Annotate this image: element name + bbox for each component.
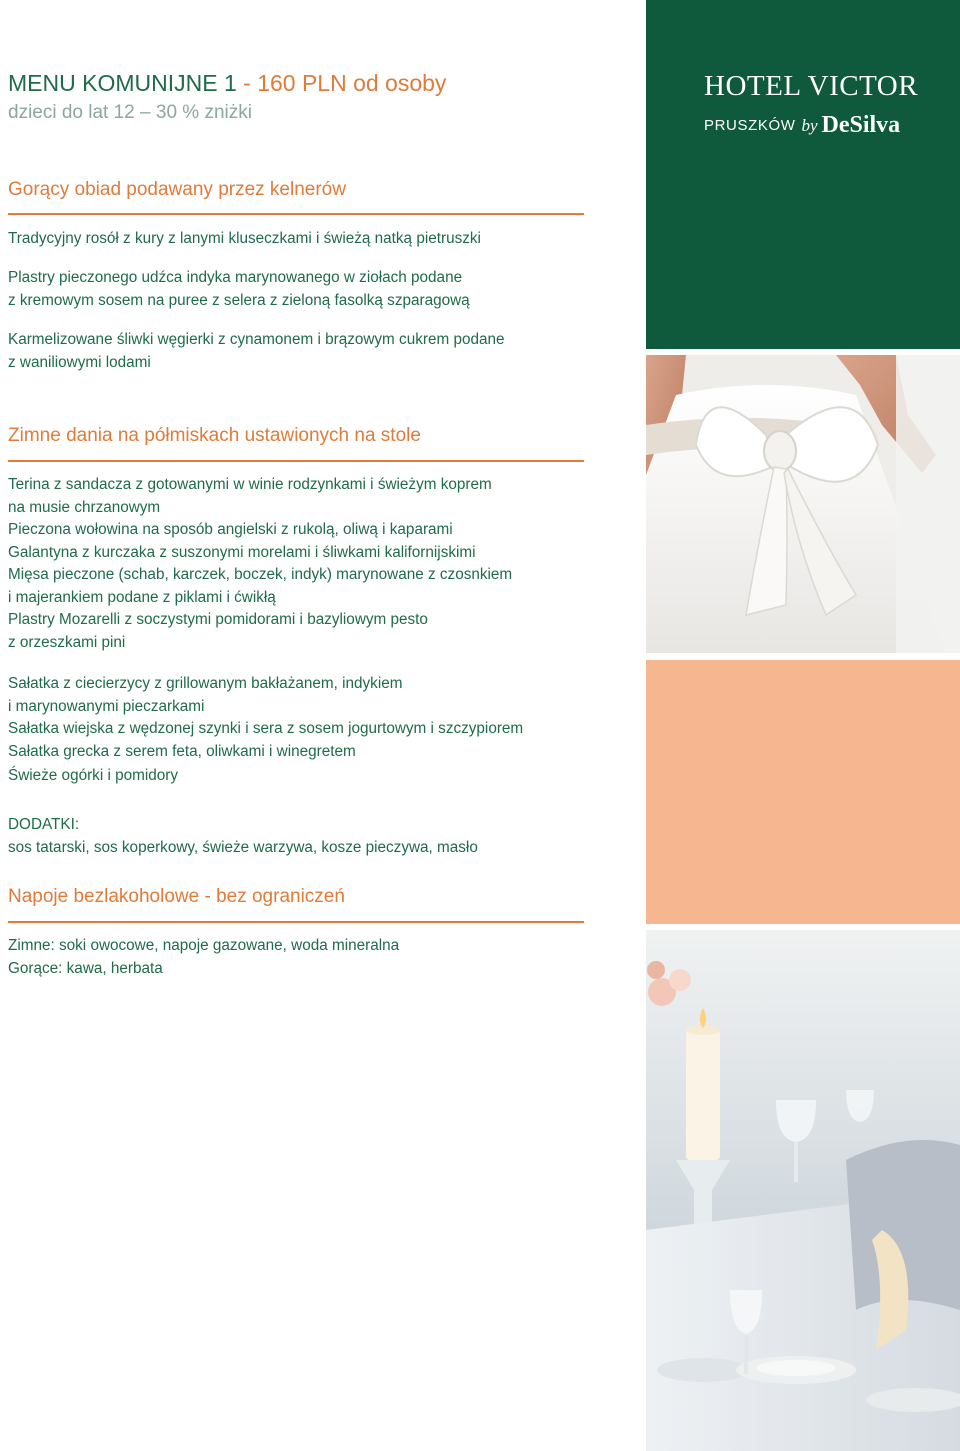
extras-label: DODATKI:: [8, 816, 80, 833]
section-cold-title: Zimne dania na półmiskach ustawionych na stole: [8, 425, 421, 446]
menu-line: Sałatka wiejska z wędzonej szynki i sera z sosem jogurtowym i szczypiorem: [8, 720, 524, 737]
hotel-by: by: [801, 115, 818, 135]
menu-line: z kremowym sosem na puree z selera z zieloną fasolką szparagową: [8, 291, 470, 309]
menu-line: Mięsa pieczone (schab, karczek, boczek, indyk) marynowane z czosnkiem: [8, 566, 513, 583]
section-drinks-divider: [8, 921, 584, 923]
extras-text: sos tatarski, sos koperkowy, świeże warzywa, kosze pieczywa, masło: [8, 838, 478, 856]
menu-line: Sałatka grecka z serem feta, oliwkami i winegretem: [8, 742, 356, 760]
menu-line: Sałatka z ciecierzycy z grillowanym bakłażanem, indykiem: [8, 675, 403, 692]
menu-title: [8, 70, 446, 97]
menu-line: Plastry pieczonego udźca indyka marynowanego w ziołach podane: [8, 269, 463, 286]
dress-bow-icon: [646, 355, 960, 653]
menu-line: Pieczona wołowina na sposób angielski z rukolą, oliwą i kaparami: [8, 521, 453, 538]
menu-price: - 160 PLN od osoby: [236, 70, 447, 96]
cold-items: [8, 474, 512, 654]
hotel-city: PRUSZKÓW: [704, 117, 796, 134]
hotel-logo: [646, 0, 960, 349]
hotel-brand: DeSilva: [821, 112, 901, 138]
hotel-subline: [704, 112, 900, 139]
table-setting-photo: [646, 930, 960, 1451]
menu-line: Zimne: soki owocowe, napoje gazowane, woda mineralna: [8, 937, 400, 954]
salad-items: [8, 673, 523, 788]
menu-title-text: MENU KOMUNIJNE 1: [8, 70, 237, 96]
section-hot-title: Gorący obiad podawany przez kelnerów: [8, 179, 346, 200]
menu-line: i marynowanymi pieczarkami: [8, 697, 205, 715]
section-drinks-title: Napoje bezlakoholowe - bez ograniczeń: [8, 886, 345, 907]
section-cold-divider: [8, 460, 584, 462]
menu-line: z orzeszkami pini: [8, 633, 126, 651]
hot-item-dessert: [8, 329, 504, 374]
extras: [8, 814, 478, 859]
dress-photo: [646, 355, 960, 653]
menu-subtitle: dzieci do lat 12 – 30 % zniżki: [8, 102, 252, 123]
hot-item-soup: [8, 228, 481, 251]
menu-line: Karmelizowane śliwki węgierki z cynamonem i brązowym cukrem podane: [8, 331, 505, 348]
menu-line: Plastry Mozarelli z soczystymi pomidorami i bazyliowym pesto: [8, 611, 428, 628]
section-hot-divider: [8, 213, 584, 215]
menu-line: na musie chrzanowym: [8, 498, 161, 516]
candle-table-icon: [646, 930, 960, 1451]
menu-line: Gorące: kawa, herbata: [8, 959, 163, 977]
peach-accent-block: [646, 660, 960, 924]
menu-line: z waniliowymi lodami: [8, 353, 151, 371]
menu-line: Świeże ogórki i pomidory: [8, 767, 179, 784]
menu-line: Terina z sandacza z gotowanymi w winie rodzynkami i świeżym koprem: [8, 476, 492, 493]
menu-line: i majerankiem podane z piklami i ćwikłą: [8, 588, 276, 606]
menu-line: Galantyna z kurczaka z suszonymi morelami i śliwkami kalifornijskimi: [8, 543, 476, 561]
hotel-name: HOTEL VICTOR: [704, 70, 919, 102]
drinks-items: [8, 935, 399, 980]
menu-line: Tradycyjny rosół z kury z lanymi kluseczkami i świeżą natką pietruszki: [8, 230, 481, 247]
hot-item-turkey: [8, 267, 470, 312]
menu-content: [8, 0, 608, 1451]
